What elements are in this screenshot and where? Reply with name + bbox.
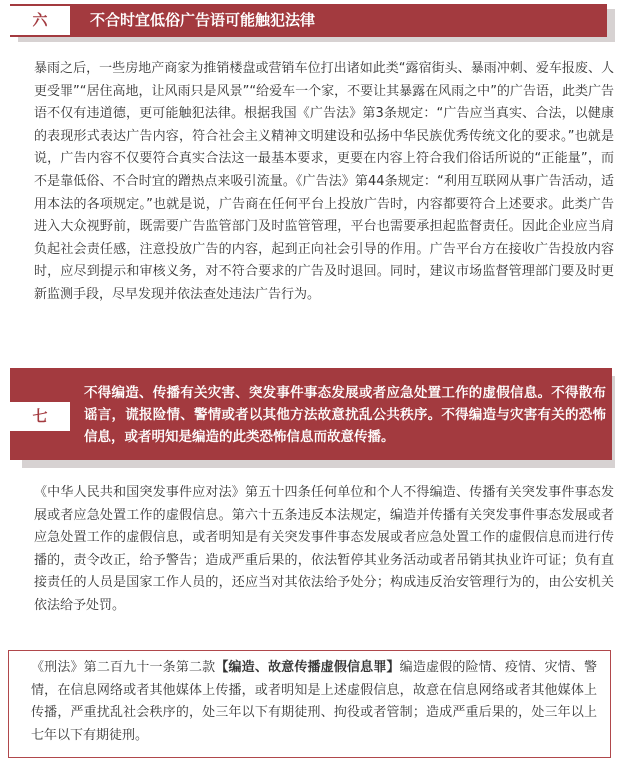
section-7-title: 不得编造、传播有关灾害、突发事件事态发展或者应急处置工作的虚假信息。不得散布谣言，谎报险情、警情或者以其他方法故意扰乱公共秩序。不得编造与灾害有关的恐怖信息，或者明知是编造的此类恐怖信息而故意传播。 xyxy=(84,385,606,445)
section-7-header xyxy=(10,368,615,468)
section-6-header xyxy=(10,4,615,42)
criminal-law-box xyxy=(8,650,611,758)
section-7-header-bar xyxy=(10,368,612,460)
criminal-law-prefix: 《刑法》第二百九十一条第二款 xyxy=(31,660,216,675)
section-7-paragraph: 《中华人民共和国突发事件应对法》第五十四条任何单位和个人不得编造、传播有关突发事件事态发展或者应急处置工作的虚假信息。第六十五条违反本法规定，编造并传播有关突发事件事态发展或者应急处置工作的虚假信息，或者明知是有关突发事件事态发展或者应急处置工作的虚假信息而进行传播的，责令改正，给予警告；造成严重后果的，依法暂停其业务活动或者吊销其执业许可证；负有直接责任的人员是国家工作人员的，还应当对其依法给予处分；构成违反治安管理行为的，由公安机关依法给予处罚。 xyxy=(34,485,614,613)
section-6-title: 不合时宜低俗广告语可能触犯法律 xyxy=(90,11,316,29)
section-6-number-badge: 六 xyxy=(10,6,70,35)
section-6-header-bar xyxy=(10,4,607,37)
section-7-number-badge: 七 xyxy=(10,402,70,431)
section-6-paragraph: 暴雨之后，一些房地产商家为推销楼盘或营销车位打出诸如此类“露宿街头、暴雨冲刺、爱车报废、人更受罪”“居住高地，让风雨只是风景”“给爱车一个家，不要让其暴露在风雨之中”的广告语，此类广告语不仅有违道德，更可能触犯法律。根据我国《广告法》第3条规定：“广告应当真实、合法，以健康的表现形式表达广告内容，符合社会主义精神文明建设和弘扬中华民族优秀传统文化的要求。”也就是说，广告内容不仅要符合真实合法这一最基本要求，更要在内容上符合我们俗话所说的“正能量”，而不是靠低俗、不合时宜的蹭热点来吸引流量。《广告法》第44条规定：“利用互联网从事广告活动，适用本法的各项规定。”也就是说，广告商在任何平台上投放广告时，内容都要符合上述要求。此类广告进入大众视野前，既需要广告监管部门及时监管管理，平台也需要承担起监督责任。因此企业应当肩负起社会责任感，注意投放广告的内容，起到正向社会引导的作用。广告平台方在接收广告投放内容时，应尽到提示和审核义务，对不符合要求的广告及时退回。同时，建议市场监督管理部门要及时更新监测手段，尽早发现并依法查处违法广告行为。 xyxy=(34,61,614,302)
criminal-law-highlight: 【编造、故意传播虚假信息罪】 xyxy=(215,660,400,675)
criminal-law-text xyxy=(31,657,597,747)
criminal-law-body: 编造虚假的险情、疫情、灾情、警情，在信息网络或者其他媒体上传播，或者明知是上述虚假信息，故意在信息网络或者其他媒体上传播，严重扰乱社会秩序的，处三年以下有期徒刑、拘役或者管制；造成严重后果的，处三年以上七年以下有期徒刑。 xyxy=(31,660,597,743)
